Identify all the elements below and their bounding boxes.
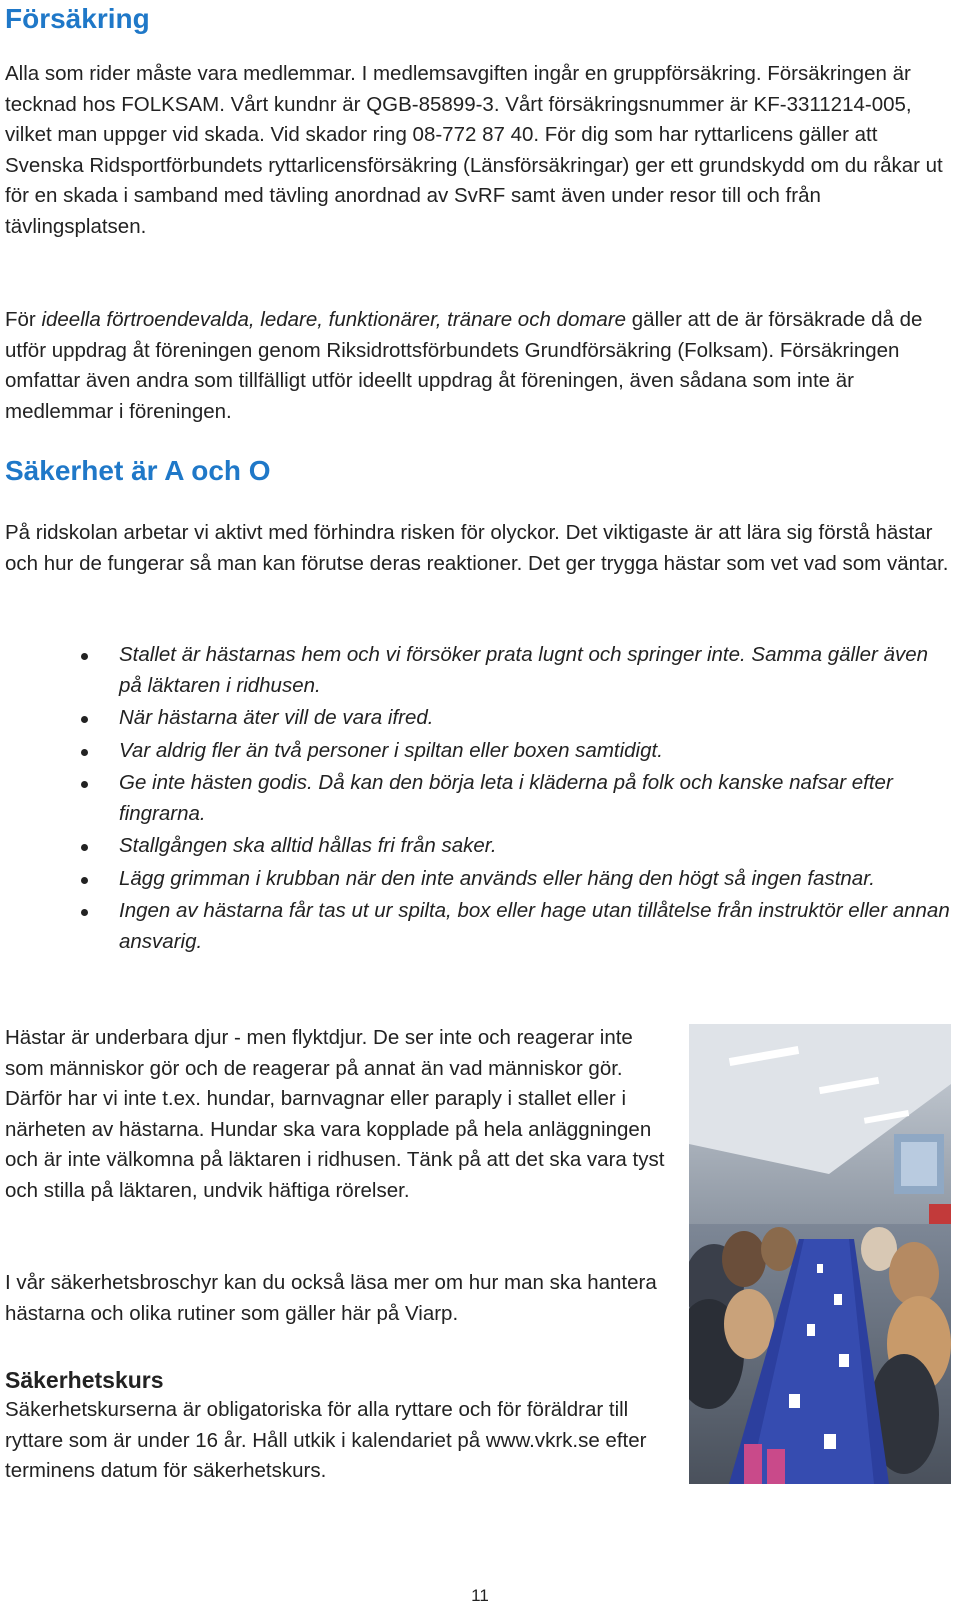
heading-safety: Säkerhet är A och O: [5, 455, 271, 486]
bullet-icon: [81, 749, 88, 756]
page-number: 11: [471, 1586, 489, 1605]
insurance-paragraph-2-prefix: För: [5, 308, 42, 331]
list-item: [5, 703, 950, 734]
insurance-paragraph-2-block: [5, 305, 950, 427]
insurance-paragraph-1: Alla som rider måste vara medlemmar. I medlemsavgiften ingår en gruppförsäkring. Försäkringen är tecknad hos FOLKSAM. Vårt kundnr är QGB-85899-3. Vårt försäkringsnummer är KF-3311214-005, vilket man uppger vid skada. Vid skador ring 08-772 87 40. För dig som har ryttarlicens gäller att Svenska Ridsportförbundets ryttarlicensförsäkring (Länsförsäkringar) ger ett grundskydd om du råkar ut för en skada i samband med tävling anordnad av SvRF samt även under resor till och från tävlingsplatsen.: [5, 62, 943, 238]
group-photo: [689, 1024, 951, 1484]
list-item: [5, 736, 950, 767]
list-item-text: Ingen av hästarna får tas ut ur spilta, box eller hage utan tillåtelse från instruktör eller annan ansvarig.: [119, 899, 950, 953]
heading-insurance: Försäkring: [5, 3, 150, 34]
safety-rules-list: [5, 640, 950, 959]
bullet-icon: [81, 877, 88, 884]
bullet-icon: [81, 716, 88, 723]
safety-paragraph-block: [5, 518, 950, 579]
brochure-paragraph: I vår säkerhetsbroschyr kan du också läsa mer om hur man ska hantera hästarna och olika rutiner som gäller här på Viarp.: [5, 1271, 657, 1325]
bullet-icon: [81, 653, 88, 660]
safety-paragraph: På ridskolan arbetar vi aktivt med förhindra risken för olyckor. Det viktigaste är att lära sig förstå hästar och hur de fungerar så man kan förutse deras reaktioner. Det ger trygga hästar som vet vad som väntar.: [5, 521, 949, 575]
safety-course-paragraph: Säkerhetskurserna är obligatoriska för alla ryttare och för föräldrar till ryttare som är under 16 år. Håll utkik i kalendariet på www.vkrk.se efter terminens datum för säkerhetskurs.: [5, 1398, 647, 1482]
flight-animal-paragraph-block: [5, 1023, 670, 1206]
list-item: [5, 864, 950, 895]
list-item-text: Var aldrig fler än två personer i spiltan eller boxen samtidigt.: [119, 738, 663, 762]
list-item-text: När hästarna äter vill de vara ifred.: [119, 706, 434, 729]
list-item-text: Ge inte hästen godis. Då kan den börja leta i kläderna på folk och kanske nafsar efter fingrarna.: [119, 771, 893, 825]
list-item-text: Stallet är hästarnas hem och vi försöker prata lugnt och springer inte. Samma gäller även på läktaren i ridhusen.: [119, 643, 929, 697]
list-item: [5, 768, 950, 829]
list-item: [5, 831, 950, 862]
bullet-icon: [81, 844, 88, 851]
list-item-text: Stallgången ska alltid hållas fri från saker.: [119, 834, 497, 857]
bullet-icon: [81, 909, 88, 916]
insurance-paragraph-2-italic: ideella förtroendevalda, ledare, funktionärer, tränare och domare: [41, 308, 627, 331]
flight-animal-paragraph: Hästar är underbara djur - men flyktdjur. De ser inte och reagerar inte som människor gör och de reagerar på annat än vad människor gör. Därför har vi inte t.ex. hundar, barnvagnar eller paraply i stallet eller i närheten av hästarna. Hundar ska vara kopplade på hela anläggningen och är inte välkomna på läktaren i ridhusen. Tänk på att det ska vara tyst och stilla på läktaren, undvik häftiga rörelser.: [5, 1026, 665, 1202]
insurance-paragraph-2-suffix: gäller att de är försäkrade då de utför uppdrag åt föreningen genom Riksidrottsförbundets Grundförsäkring (Folksam). Försäkringen omfattar även andra som tillfälligt utför ideellt uppdrag åt föreningen, även sådana som inte är medlemmar i föreningen.: [5, 308, 923, 423]
list-item: [5, 896, 950, 957]
bullet-icon: [81, 781, 88, 788]
insurance-paragraph-1-block: [5, 59, 950, 242]
insurance-paragraph-2: [5, 305, 950, 427]
list-item-text: Lägg grimman i krubban när den inte används eller häng den högt så ingen fastnar.: [119, 866, 875, 890]
brochure-paragraph-block: [5, 1268, 670, 1329]
list-item: [5, 640, 950, 701]
heading-safety-course: Säkerhetskurs: [5, 1367, 164, 1393]
safety-course-paragraph-block: [5, 1395, 670, 1487]
